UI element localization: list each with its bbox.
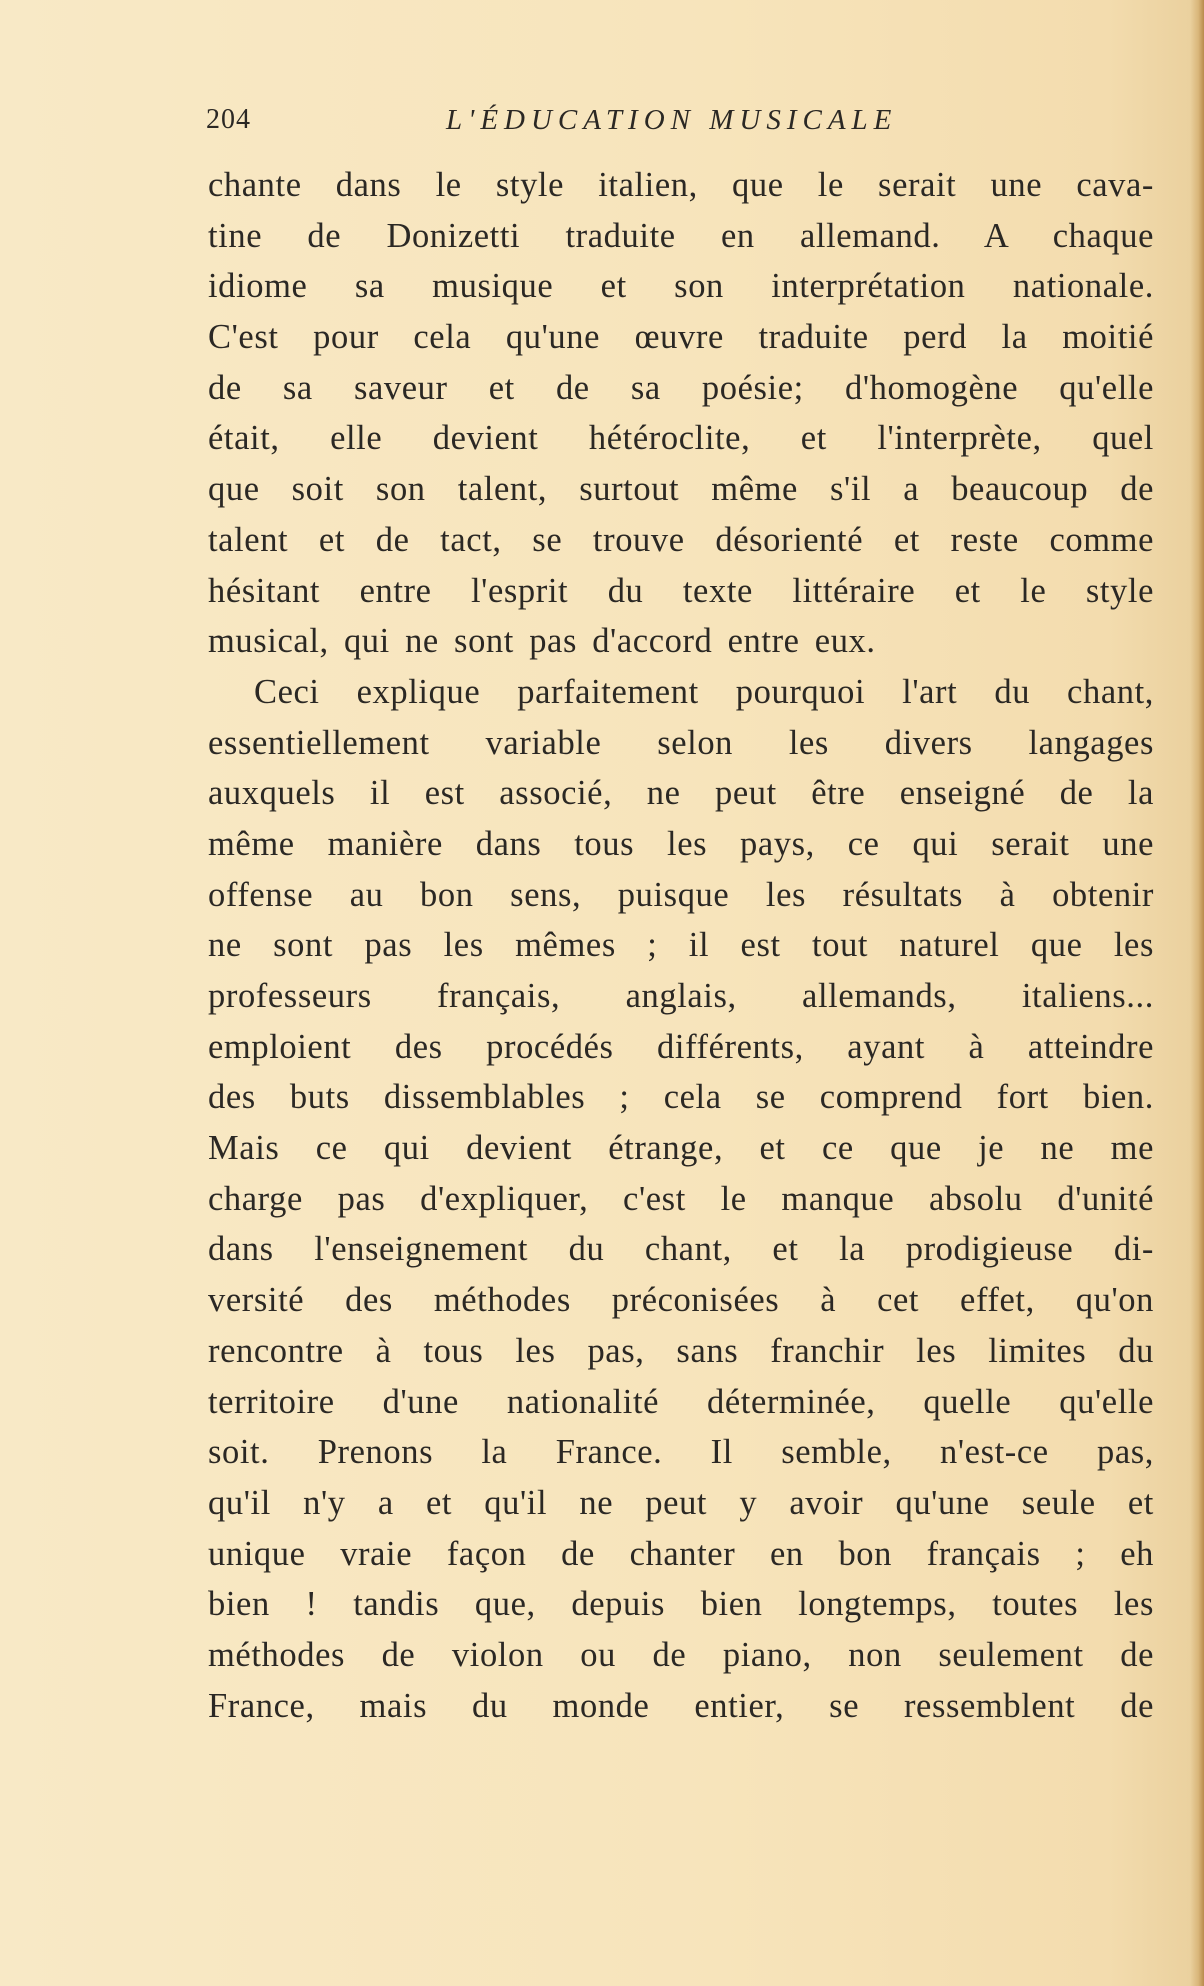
text-line: hésitant entre l'esprit du texte littéraire et le style (208, 571, 1154, 610)
text-line: tine de Donizetti traduite en allemand. A chaque (208, 216, 1154, 255)
paragraph-end-line: musical, qui ne sont pas d'accord entre eux. (208, 622, 876, 661)
text-line: idiome sa musique et son interprétation nationale. (208, 267, 1154, 306)
text-line: talent et de tact, se trouve désorienté et reste comme (208, 520, 1154, 559)
text-line: de sa saveur et de sa poésie; d'homogène qu'elle (208, 368, 1154, 407)
page-number: 204 (206, 104, 251, 135)
text-line: chante dans le style italien, que le serait une cava- (208, 166, 1154, 204)
body-text (208, 160, 1154, 1731)
text-line: ne sont pas les mêmes ; il est tout naturel que les (208, 926, 1154, 965)
text-line: même manière dans tous les pays, ce qui serait une (208, 824, 1154, 863)
text-line: professeurs français, anglais, allemands, italiens... (208, 977, 1154, 1015)
running-head (206, 104, 1161, 144)
text-line: emploient des procédés différents, ayant à atteindre (208, 1027, 1154, 1066)
text-line: C'est pour cela qu'une œuvre traduite perd la moitié (208, 318, 1154, 357)
text-line: qu'il n'y a et qu'il ne peut y avoir qu'une seule et (208, 1483, 1154, 1522)
text-line: soit. Prenons la France. Il semble, n'est-ce pas, (208, 1433, 1154, 1472)
text-line: rencontre à tous les pas, sans franchir les limites du (208, 1331, 1154, 1370)
text-line: France, mais du monde entier, se ressemblent de (208, 1686, 1154, 1725)
text-line: Mais ce qui devient étrange, et ce que je ne me (208, 1129, 1154, 1168)
text-line: charge pas d'expliquer, c'est le manque absolu d'unité (208, 1179, 1154, 1218)
text-line: versité des méthodes préconisées à cet effet, qu'on (208, 1281, 1154, 1320)
text-line: unique vraie façon de chanter en bon français ; eh (208, 1534, 1154, 1573)
text-line: offense au bon sens, puisque les résultats à obtenir (208, 875, 1154, 914)
paragraph-start-line: Ceci explique parfaitement pourquoi l'art du chant, (254, 672, 1154, 711)
text-line: bien ! tandis que, depuis bien longtemps, toutes les (208, 1585, 1154, 1624)
text-line: des buts dissemblables ; cela se comprend fort bien. (208, 1078, 1154, 1117)
text-line: que soit son talent, surtout même s'il a beaucoup de (208, 470, 1154, 509)
text-line: essentiellement variable selon les divers langages (208, 723, 1154, 762)
text-line: méthodes de violon ou de piano, non seulement de (208, 1635, 1154, 1674)
page-edge-shadow (1190, 0, 1204, 1986)
text-line: dans l'enseignement du chant, et la prodigieuse di- (208, 1230, 1154, 1269)
text-line: territoire d'une nationalité déterminée, quelle qu'elle (208, 1382, 1154, 1421)
running-title: L'ÉDUCATION MUSICALE (446, 104, 898, 136)
text-line: auxquels il est associé, ne peut être enseigné de la (208, 774, 1154, 813)
text-line: était, elle devient hétéroclite, et l'interprète, quel (208, 419, 1154, 458)
